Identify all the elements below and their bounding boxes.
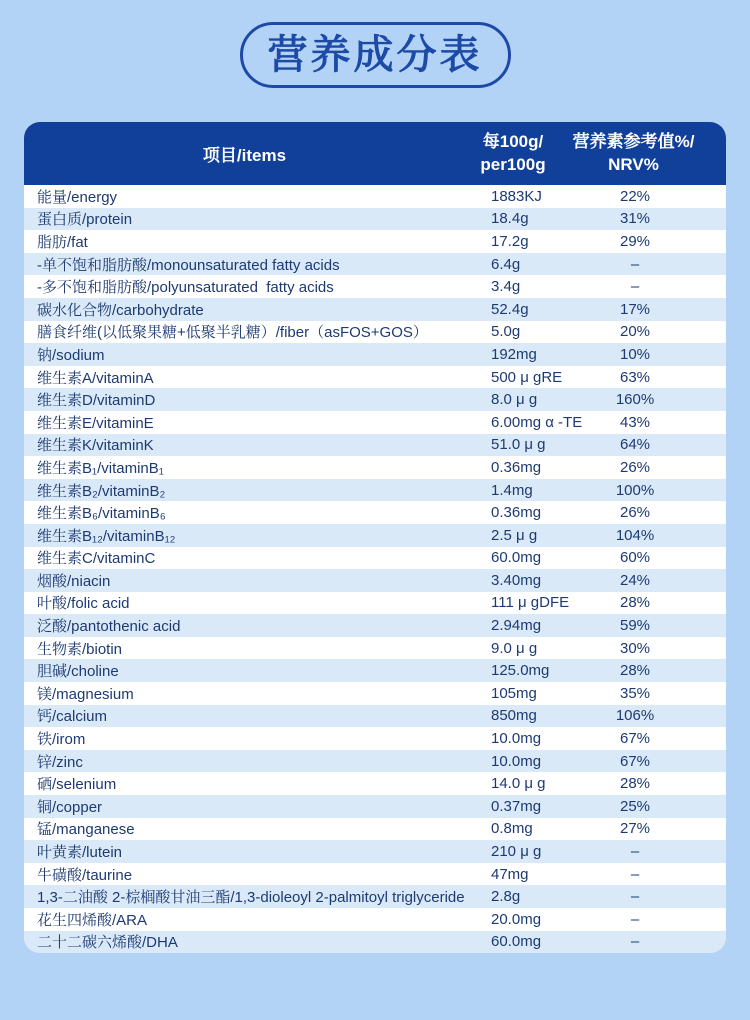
table-row xyxy=(24,863,726,886)
nrv-cell: 24% xyxy=(619,571,651,589)
nrv-cell: 60% xyxy=(619,549,651,567)
nrv-cell: 10% xyxy=(619,345,651,363)
item-cell: 维生素B₁/vitaminB₁ xyxy=(37,459,164,477)
nrv-cell: 100% xyxy=(615,481,655,499)
item-cell: 烟酸/niacin xyxy=(37,572,111,590)
table-row xyxy=(24,343,726,366)
column-header-items: 项目/items xyxy=(202,146,287,165)
value-cell: 8.0 μ g xyxy=(491,391,538,409)
item-cell: -多不饱和脂肪酸/polyunsaturated fatty acids xyxy=(37,279,334,297)
table-row xyxy=(24,366,726,389)
item-cell: 能量/energy xyxy=(37,188,118,206)
nrv-cell: 67% xyxy=(619,730,651,748)
item-cell: 维生素C/vitaminC xyxy=(37,550,156,568)
item-cell: 胆碱/choline xyxy=(37,663,119,681)
value-cell: 6.00mg α -TE xyxy=(491,413,583,431)
item-cell: 维生素B₁₂/vitaminB₁₂ xyxy=(37,527,176,545)
item-cell: 镁/magnesium xyxy=(37,685,134,703)
table-row xyxy=(24,840,726,863)
nrv-cell: 20% xyxy=(619,323,651,341)
value-cell: 1.4mg xyxy=(491,481,533,499)
nrv-cell: – xyxy=(630,910,640,928)
nrv-cell: – xyxy=(630,933,640,951)
value-cell: 1883KJ xyxy=(491,187,542,205)
table-row xyxy=(24,795,726,818)
item-cell: 钙/calcium xyxy=(37,708,108,726)
nrv-cell: 28% xyxy=(619,775,651,793)
value-cell: 0.36mg xyxy=(491,458,542,476)
column-header-nrv-line2: NRV% xyxy=(608,154,659,174)
value-cell: 5.0g xyxy=(491,323,521,341)
item-cell: 钠/sodium xyxy=(37,346,105,364)
nrv-cell: 28% xyxy=(619,662,651,680)
value-cell: 3.4g xyxy=(491,278,521,296)
item-cell: 叶酸/folic acid xyxy=(37,595,130,613)
item-cell: 硒/selenium xyxy=(37,776,117,794)
value-cell: 3.40mg xyxy=(491,571,542,589)
nrv-cell: 29% xyxy=(619,232,651,250)
table-row xyxy=(24,727,726,750)
table-row xyxy=(24,547,726,570)
table-row xyxy=(24,253,726,276)
nrv-cell: 27% xyxy=(619,820,651,838)
nrv-cell: – xyxy=(630,888,640,906)
nrv-cell: 67% xyxy=(619,752,651,770)
title-container xyxy=(0,0,750,88)
nrv-cell: 28% xyxy=(619,594,651,612)
item-cell: 维生素A/vitaminA xyxy=(37,369,154,387)
table-row xyxy=(24,524,726,547)
item-cell: 维生素E/vitaminE xyxy=(37,414,154,432)
table-header-row xyxy=(24,122,726,185)
column-header-per100g-line1: 每100g/ xyxy=(482,132,544,152)
table-row xyxy=(24,705,726,728)
table-row xyxy=(24,321,726,344)
item-cell: 泛酸/pantothenic acid xyxy=(37,618,181,636)
nrv-cell: 35% xyxy=(619,684,651,702)
table-row xyxy=(24,411,726,434)
nrv-cell: 59% xyxy=(619,617,651,635)
value-cell: 125.0mg xyxy=(491,662,550,680)
item-cell: 锌/zinc xyxy=(37,753,83,771)
value-cell: 47mg xyxy=(491,865,529,883)
item-cell: 膳食纤维(以低聚果糖+低聚半乳糖）/fiber（asFOS+GOS） xyxy=(37,324,428,342)
value-cell: 0.36mg xyxy=(491,504,542,522)
value-cell: 52.4g xyxy=(491,300,529,318)
nrv-cell: 43% xyxy=(619,413,651,431)
value-cell: 210 μ g xyxy=(491,843,542,861)
table-row xyxy=(24,592,726,615)
item-cell: 维生素D/vitaminD xyxy=(37,392,156,410)
value-cell: 18.4g xyxy=(491,210,529,228)
table-row xyxy=(24,479,726,502)
nrv-cell: 25% xyxy=(619,797,651,815)
nrv-cell: 31% xyxy=(619,210,651,228)
item-cell: 牛磺酸/taurine xyxy=(37,866,133,884)
value-cell: 51.0 μ g xyxy=(491,436,546,454)
item-cell: 碳水化合物/carbohydrate xyxy=(37,301,204,319)
nutrition-table xyxy=(24,122,726,953)
value-cell: 2.5 μ g xyxy=(491,526,538,544)
column-header-per100g xyxy=(465,131,561,175)
nrv-cell: 22% xyxy=(619,187,651,205)
value-cell: 2.94mg xyxy=(491,617,542,635)
value-cell: 111 μ gDFE xyxy=(491,594,570,612)
table-row xyxy=(24,750,726,773)
value-cell: 17.2g xyxy=(491,232,529,250)
item-cell: 叶黄素/lutein xyxy=(37,844,123,862)
table-body xyxy=(24,185,726,953)
nrv-cell: 64% xyxy=(619,436,651,454)
value-cell: 105mg xyxy=(491,684,537,702)
nrv-cell: – xyxy=(630,865,640,883)
value-cell: 2.8g xyxy=(491,888,521,906)
value-cell: 60.0mg xyxy=(491,549,542,567)
value-cell: 0.8mg xyxy=(491,820,533,838)
value-cell: 850mg xyxy=(491,707,537,725)
table-row xyxy=(24,298,726,321)
table-row xyxy=(24,818,726,841)
table-row xyxy=(24,569,726,592)
item-cell: 铁/irom xyxy=(37,731,86,749)
item-cell: 脂肪/fat xyxy=(37,233,88,251)
table-row xyxy=(24,501,726,524)
item-cell: 维生素K/vitaminK xyxy=(37,437,154,455)
table-row xyxy=(24,931,726,954)
value-cell: 192mg xyxy=(491,345,537,363)
item-cell: 花生四烯酸/ARA xyxy=(37,911,148,929)
item-cell: 铜/copper xyxy=(37,798,103,816)
table-row xyxy=(24,434,726,457)
item-cell: 蛋白质/protein xyxy=(37,211,133,229)
value-cell: 10.0mg xyxy=(491,752,542,770)
item-cell: 锰/manganese xyxy=(37,821,135,839)
nrv-cell: 30% xyxy=(619,639,651,657)
value-cell: 0.37mg xyxy=(491,797,542,815)
value-cell: 500 μ gRE xyxy=(491,368,563,386)
table-row xyxy=(24,885,726,908)
page-title: 营养成分表 xyxy=(240,22,511,88)
nrv-cell: 17% xyxy=(619,300,651,318)
column-header-per100g-line2: per100g xyxy=(480,154,546,174)
column-header-nrv xyxy=(561,131,726,175)
nrv-cell: 106% xyxy=(615,707,655,725)
nrv-cell: 104% xyxy=(615,526,655,544)
nrv-cell: – xyxy=(630,278,640,296)
value-cell: 10.0mg xyxy=(491,730,542,748)
column-header-nrv-line1: 营养素参考值%/ xyxy=(572,132,695,152)
nrv-cell: – xyxy=(630,255,640,273)
nrv-cell: 63% xyxy=(619,368,651,386)
table-row xyxy=(24,614,726,637)
table-row xyxy=(24,908,726,931)
table-row xyxy=(24,275,726,298)
item-cell: -单不饱和脂肪酸/monounsaturated fatty acids xyxy=(37,256,340,274)
table-row xyxy=(24,230,726,253)
value-cell: 14.0 μ g xyxy=(491,775,546,793)
nrv-cell: 26% xyxy=(619,504,651,522)
nrv-cell: 160% xyxy=(615,391,655,409)
table-row xyxy=(24,659,726,682)
item-cell: 1,3-二油酸 2-棕榈酸甘油三酯/1,3-dioleoyl 2-palmitoyl triglyceride xyxy=(37,889,465,907)
item-cell: 生物素/biotin xyxy=(37,640,123,658)
value-cell: 60.0mg xyxy=(491,933,542,951)
value-cell: 20.0mg xyxy=(491,910,542,928)
value-cell: 9.0 μ g xyxy=(491,639,538,657)
item-cell: 二十二碳六烯酸/DHA xyxy=(37,934,178,952)
table-row xyxy=(24,682,726,705)
nrv-cell: – xyxy=(630,843,640,861)
table-row xyxy=(24,637,726,660)
table-row xyxy=(24,456,726,479)
item-cell: 维生素B₆/vitaminB₆ xyxy=(37,505,166,523)
table-row xyxy=(24,772,726,795)
table-row xyxy=(24,388,726,411)
table-row xyxy=(24,185,726,208)
item-cell: 维生素B₂/vitaminB₂ xyxy=(37,482,166,500)
table-row xyxy=(24,208,726,231)
nrv-cell: 26% xyxy=(619,458,651,476)
value-cell: 6.4g xyxy=(491,255,521,273)
